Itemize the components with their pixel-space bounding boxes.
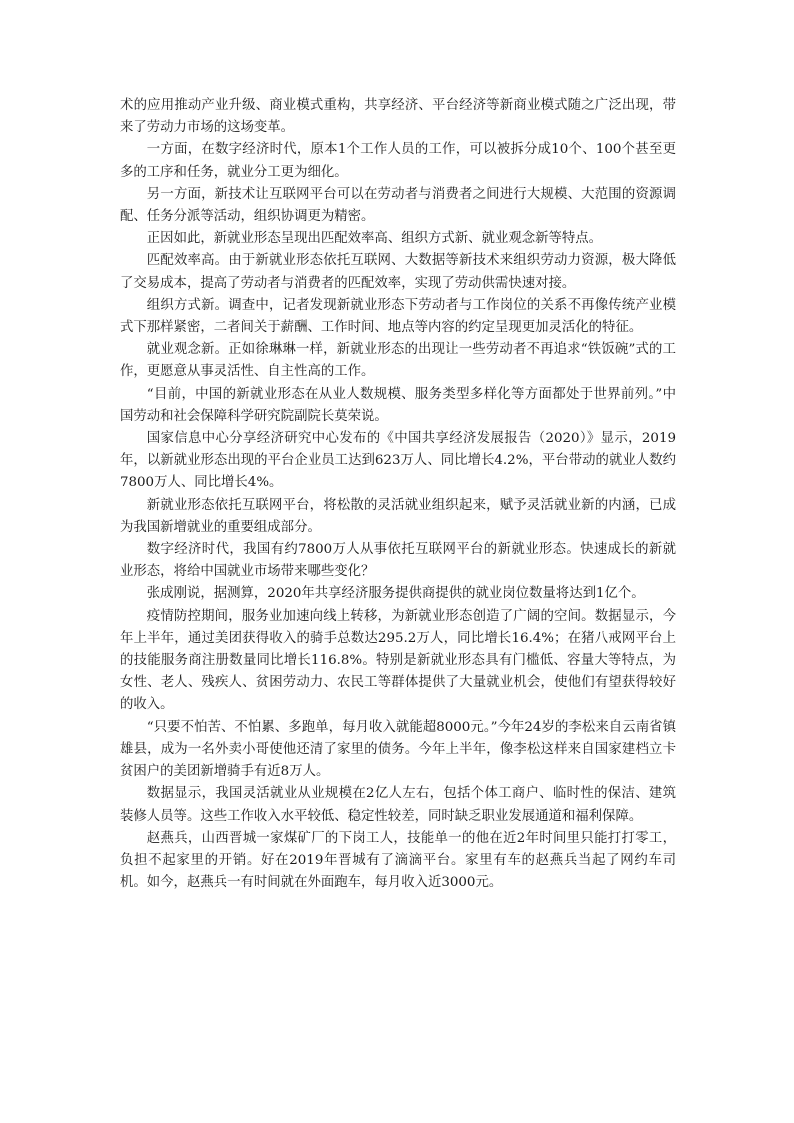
paragraph-4: 正因如此，新就业形态呈现出匹配效率高、组织方式新、就业观念新等特点。 [146, 231, 603, 247]
document-body [120, 95, 676, 894]
paragraph-2: 一方面，在数字经济时代，原本1个工作人员的工作，可以被拆分成10个、100个甚至更多的工序和任务，就业分工更为细化。 [120, 142, 676, 180]
paragraph-3: 另一方面，新技术让互联网平台可以在劳动者与消费者之间进行大规模、大范围的资源调配、任务分派等活动，组织协调更为精密。 [120, 186, 676, 225]
paragraph-11: 数字经济时代，我国有约7800万人从事依托互联网平台的新就业形态。快速成长的新就业形态，将给中国就业市场带来哪些变化？ [120, 542, 676, 580]
paragraph-12: 张成刚说，据测算，2020年共享经济服务提供商提供的就业岗位数量将达到1亿个。 [146, 586, 645, 602]
paragraph-6: 组织方式新。调查中，记者发现新就业形态下劳动者与工作岗位的关系不再像传统产业模式下那样紧密，二者间关于薪酬、工作时间、地点等内容的约定呈现更加灵活化的特征。 [120, 297, 676, 336]
paragraph-9: 国家信息中心分享经济研究中心发布的《中国共享经济发展报告（2020）》显示，2019年，以新就业形态出现的平台企业员工达到623万人、同比增长4.2%，平台带动的就业人数约7800万人、同比增长4%。 [120, 431, 676, 491]
paragraph-5: 匹配效率高。由于新就业形态依托互联网、大数据等新技术来组织劳动力资源，极大降低了交易成本，提高了劳动者与消费者的匹配效率，实现了劳动供需快速对接。 [120, 253, 676, 291]
paragraph-7: 就业观念新。正如徐琳琳一样，新就业形态的出现让一些劳动者不再追求“铁饭碗”式的工作，更愿意从事灵活性、自主性高的工作。 [120, 342, 676, 380]
paragraph-15: 数据显示，我国灵活就业从业规模在2亿人左右，包括个体工商户、临时性的保洁、建筑装修人员等。这些工作收入水平较低、稳定性较差，同时缺乏职业发展通道和福利保障。 [120, 786, 676, 824]
paragraph-10: 新就业形态依托互联网平台，将松散的灵活就业组织起来，赋予灵活就业新的内涵，已成为我国新增就业的重要组成部分。 [120, 497, 676, 535]
paragraph-13: 疫情防控期间，服务业加速向线上转移，为新就业形态创造了广阔的空间。数据显示，今年上半年，通过美团获得收入的骑手总数达295.2万人，同比增长16.4%；在猪八戒网平台上的技能服务商注册数量同比增长116.8%。特别是新就业形态具有门槛低、容量大等特点，为女性、老人、残疾人、贫困劳动力、农民工等群体提供了大量就业机会，使他们有望获得较好的收入。 [120, 608, 676, 713]
paragraph-16: 赵燕兵，山西晋城一家煤矿厂的下岗工人，技能单一的他在近2年时间里只能打打零工，负担不起家里的开销。好在2019年晋城有了滴滴平台。家里有车的赵燕兵当起了网约车司机。如今，赵燕兵一有时间就在外面跑车，每月收入近3000元。 [120, 830, 676, 891]
paragraph-14: “只要不怕苦、不怕累、多跑单，每月收入就能超8000元。”今年24岁的李松来自云南省镇雄县，成为一名外卖小哥使他还清了家里的债务。今年上半年，像李松这样来自国家建档立卡贫困户的美团新增骑手有近8万人。 [120, 719, 676, 780]
paragraph-1: 术的应用推动产业升级、商业模式重构，共享经济、平台经济等新商业模式随之广泛出现，带来了劳动力市场的这场变革。 [120, 98, 676, 136]
paragraph-8: “目前，中国的新就业形态在从业人数规模、服务类型多样化等方面都处于世界前列。”中国劳动和社会保障科学研究院副院长莫荣说。 [120, 386, 676, 424]
